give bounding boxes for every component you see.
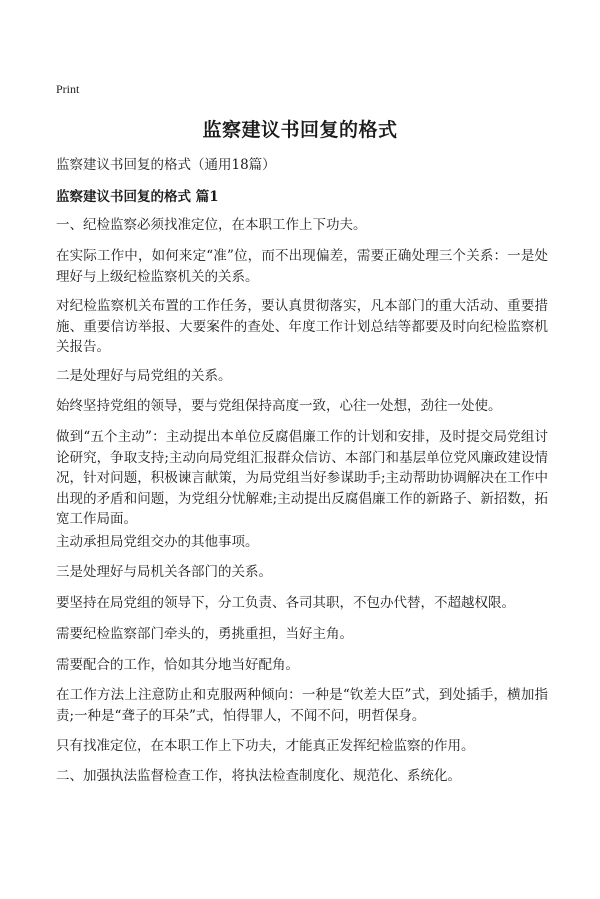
paragraph-7: 主动承担局党组交办的其他事项。 bbox=[56, 534, 259, 550]
paragraph-9: 要坚持在局党组的领导下，分工负责、各司其职，不包办代替，不超越权限。 bbox=[56, 595, 515, 611]
paragraph-3: 对纪检监察机关布置的工作任务，要认真贯彻落实，凡本部门的重大活动、重要措施、重要信访举报、大要案件的查处、年度工作计划总结等都要及时向纪检监察机关报告。 bbox=[56, 298, 548, 355]
paragraph-5: 始终坚持党组的领导，要与党组保持高度一致，心往一处想，劲往一处使。 bbox=[56, 398, 502, 414]
section-heading: 监察建议书回复的格式 篇1 bbox=[56, 189, 219, 205]
paragraph-8: 三是处理好与局机关各部门的关系。 bbox=[56, 564, 272, 580]
page-title: 监察建议书回复的格式 bbox=[202, 119, 398, 141]
paragraph-1: 一、纪检监察必须找准定位，在本职工作上下功夫。 bbox=[56, 217, 367, 233]
paragraph-6: 做到“五个主动”：主动提出本单位反腐倡廉工作的计划和安排，及时提交局党组讨论研究，争取支持;主动向局党组汇报群众信访、本部门和基层单位党风廉政建设情况，针对问题，积极谏言献策，为局党组当好参谋助手;主动帮助协调解决在工作中出现的矛盾和问题，为党组分忧解难;主动提出反腐倡廉工作的新路子、新招数，拓宽工作局面。 bbox=[56, 429, 548, 527]
paragraph-13: 只有找准定位，在本职工作上下功夫，才能真正发挥纪检监察的作用。 bbox=[56, 738, 475, 754]
document-subtitle: 监察建议书回复的格式（通用18篇） bbox=[56, 157, 276, 173]
paragraph-10: 需要纪检监察部门牵头的，勇挑重担，当好主角。 bbox=[56, 626, 353, 642]
paragraph-14: 二、加强执法监督检查工作，将执法检查制度化、规范化、系统化。 bbox=[56, 768, 461, 784]
paragraph-4: 二是处理好与局党组的关系。 bbox=[56, 368, 232, 384]
paragraph-11: 需要配合的工作，恰如其分地当好配角。 bbox=[56, 657, 299, 673]
print-label: Print bbox=[56, 82, 80, 96]
paragraph-2: 在实际工作中，如何来定“准”位，而不出现偏差，需要正确处理三个关系：一是处理好与上级纪检监察机关的关系。 bbox=[56, 248, 548, 285]
paragraph-12: 在工作方法上注意防止和克服两种倾向：一种是“钦差大臣”式，到处插手，横加指责;一种是“聋子的耳朵”式，怕得罪人，不闻不问，明哲保身。 bbox=[56, 687, 548, 724]
